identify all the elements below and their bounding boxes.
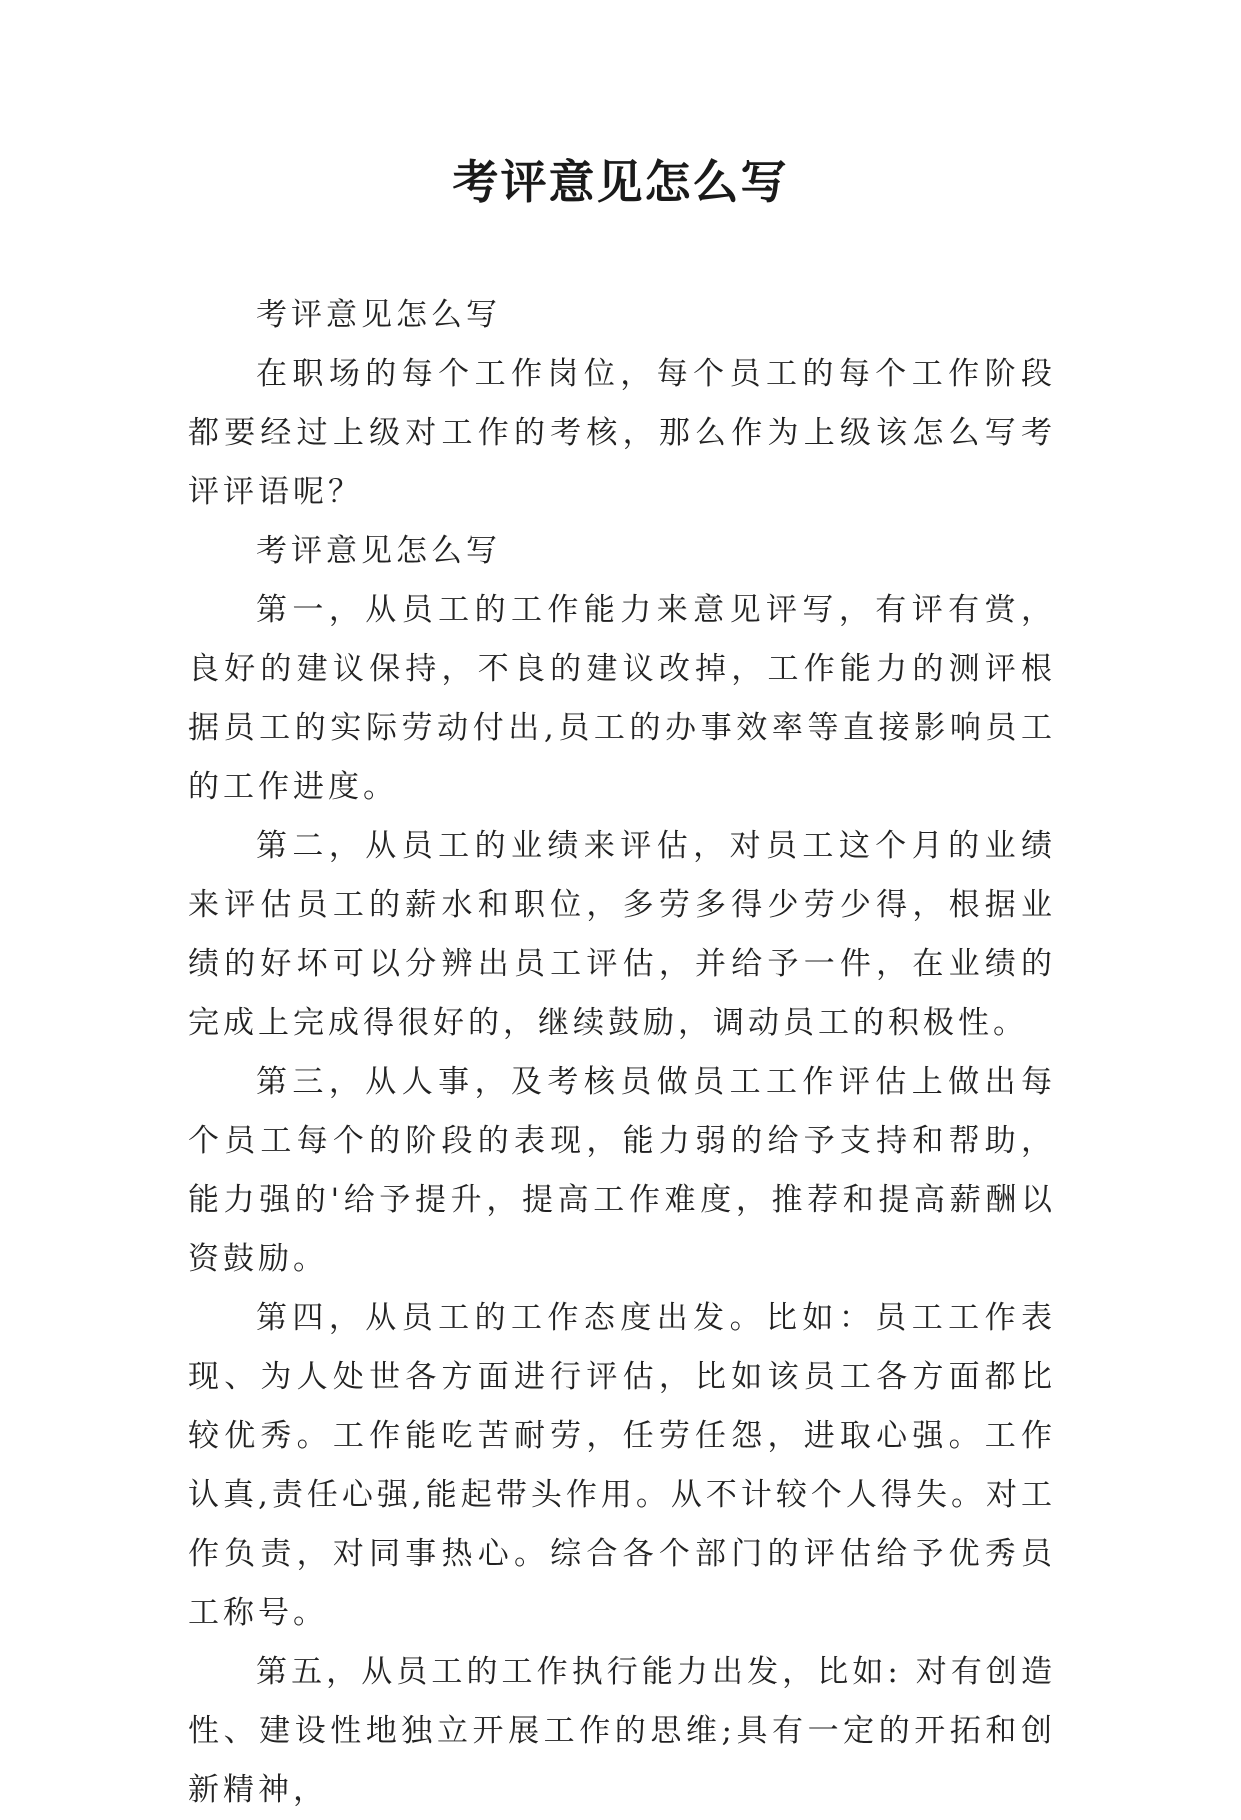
paragraph: 考评意见怎么写: [256, 533, 501, 569]
paragraph: 第五，从员工的工作执行能力出发，比如: 对有创造性、建设性地独立开展工作的思维;具有一定的开拓和创新精神，: [188, 1654, 1056, 1808]
document-title: 考评意见怎么写: [452, 155, 789, 209]
paragraph: 第二，从员工的业绩来评估，对员工这个月的业绩来评估员工的薪水和职位，多劳多得少劳少得，根据业绩的好坏可以分辨出员工评估，并给予一件，在业绩的完成上完成得很好的，继续鼓励，调动员工的积极性。: [188, 828, 1056, 1041]
document-body: [188, 286, 1056, 1820]
paragraph: 第三，从人事，及考核员做员工工作评估上做出每个员工每个的阶段的表现，能力弱的给予支持和帮助，能力强的'给予提升，提高工作难度，推荐和提高薪酬以资鼓励。: [188, 1064, 1056, 1277]
paragraph: 在职场的每个工作岗位，每个员工的每个工作阶段都要经过上级对工作的考核，那么作为上级该怎么写考评评语呢？: [188, 356, 1056, 510]
paragraph: 第一，从员工的工作能力来意见评写，有评有赏，良好的建议保持，不良的建议改掉，工作能力的测评根据员工的实际劳动付出,员工的办事效率等直接影响员工的工作进度。: [188, 592, 1056, 805]
paragraph: 第四，从员工的工作态度出发。比如：员工工作表现、为人处世各方面进行评估，比如该员工各方面都比较优秀。工作能吃苦耐劳，任劳任怨，进取心强。工作认真,责任心强,能起带头作用。从不计较个人得失。对工作负责，对同事热心。综合各个部门的评估给予优秀员工称号。: [188, 1300, 1056, 1631]
paragraph: 考评意见怎么写: [256, 297, 501, 333]
